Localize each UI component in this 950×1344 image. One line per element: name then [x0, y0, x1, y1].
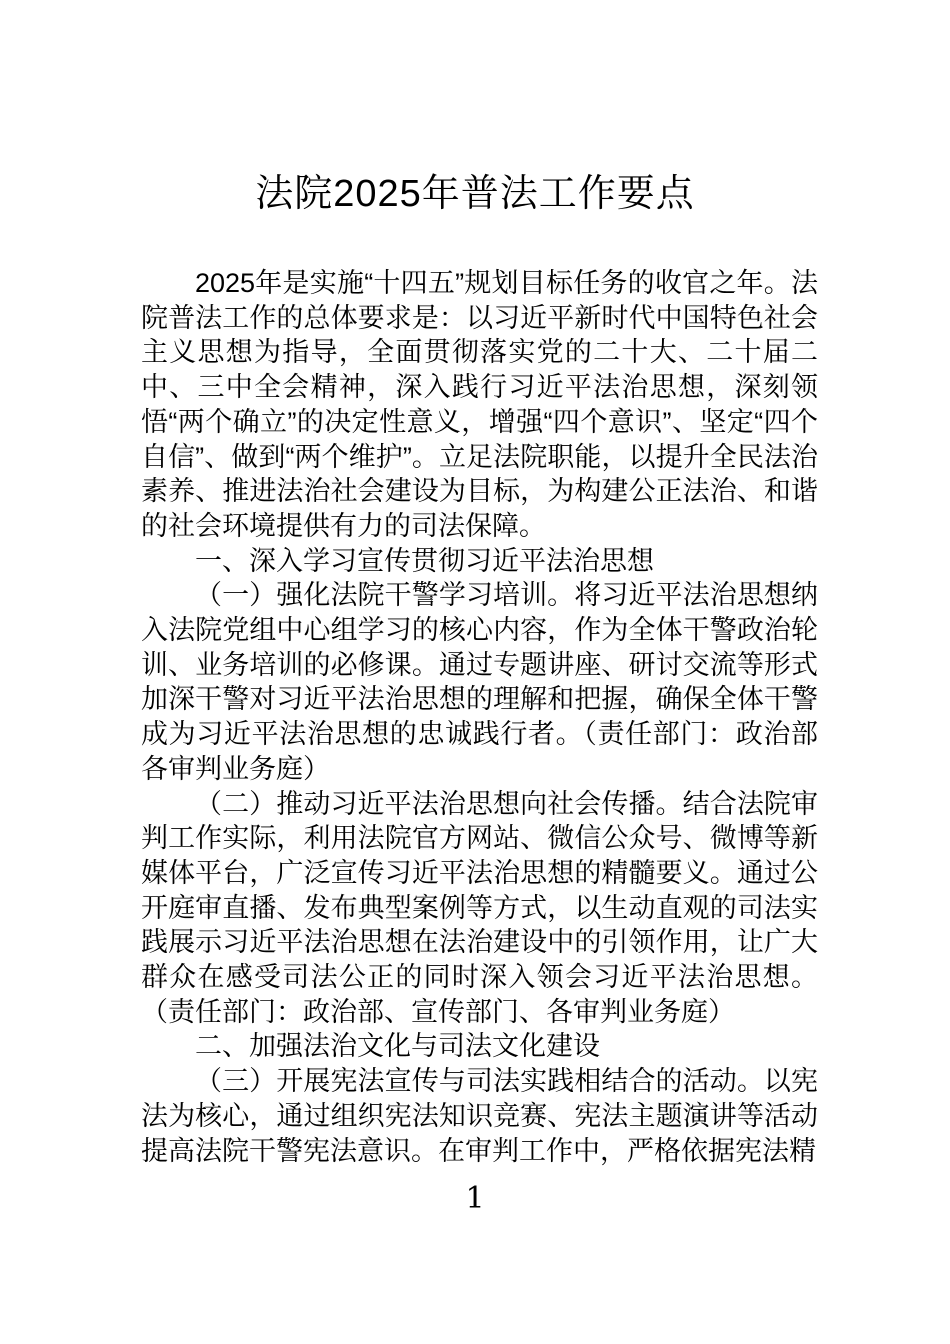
paragraph-item-2: （二）推动习近平法治思想向社会传播。结合法院审判工作实际，利用法院官方网站、微信公众号、微博等新媒体平台，广泛宣传习近平法治思想的精髓要义。通过公开庭审直播、发布典型案例等方式，以生动直观的司法实践展示习近平法治思想在法治建设中的引领作用，让广大群众在感受司法公正的同时深入领会习近平法治思想。（责任部门：政治部、宣传部门、各审判业务庭）: [141, 788, 818, 1027]
paragraph-item-3: （三）开展宪法宣传与司法实践相结合的活动。以宪法为核心，通过组织宪法知识竞赛、宪法主题演讲等活动提高法院干警宪法意识。在审判工作中，严格依据宪法精: [141, 1066, 818, 1166]
paragraph-overview: 2025年是实施“十四五”规划目标任务的收官之年。法院普法工作的总体要求是：以习近平新时代中国特色社会主义思想为指导，全面贯彻落实党的二十大、二十届二中、三中全会精神，深入践行习近平法治思想，深刻领悟“两个确立”的决定性意义，增强“四个意识”、坚定“四个自信”、做到“两个维护”。立足法院职能，以提升全民法治素养、推进法治社会建设为目标，为构建公正法治、和谐的社会环境提供有力的司法保障。: [141, 268, 818, 541]
section-heading-2: 二、加强法治文化与司法文化建设: [195, 1031, 600, 1062]
document-title: 法院2025年普法工作要点: [255, 173, 695, 215]
section-heading-1: 一、深入学习宣传贯彻习近平法治思想: [195, 545, 654, 576]
page-footer: [0, 1181, 950, 1216]
page-number: 1: [465, 1181, 485, 1216]
paragraph-item-1: （一）强化法院干警学习培训。将习近平法治思想纳入法院党组中心组学习的核心内容，作为全体干警政治轮训、业务培训的必修课。通过专题讲座、研讨交流等形式加深干警对习近平法治思想的理解和把握，确保全体干警成为习近平法治思想的忠诚践行者。（责任部门：政治部 各审判业务庭）: [141, 580, 818, 784]
document-body: [141, 266, 818, 1168]
